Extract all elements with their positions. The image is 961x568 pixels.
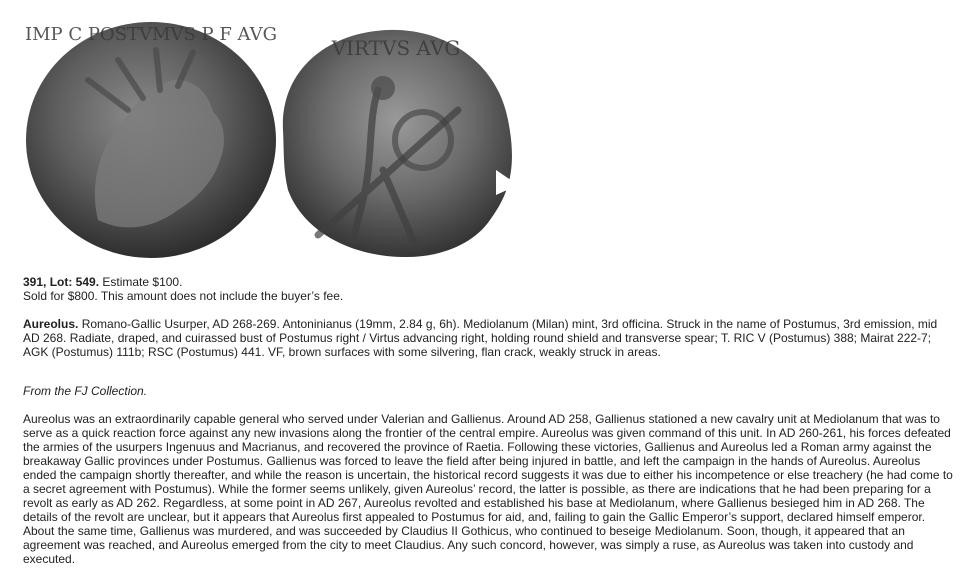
lot-number: 391, Lot: 549. [23, 275, 100, 289]
lot-info [23, 275, 953, 289]
history-paragraph: Aureolus was an extraordinarily capable general who served under Valerian and Gallienus. Around AD 258, Gallienus stationed a new cavalry unit at Mediolanum that was to serve as a quick reaction force against any new invasions along the frontier of the central empire. Aureolus was given command of this unit. In AD 260-261, his forces defeated the armies of the usurpers Ingenuus and Macrianus, and recovered the province of Raetia. Following these victories, Gallienus and Aureolus led a Roman army against the breakaway Gallic provinces under Postumus. Gallienus was forced to leave the field after being injured in battle, and left the campaign in the hands of Aureolus. Aureolus ended the campaign shortly thereafter, and while the reason is uncertain, the historical record suggests it was due to either his incompetence or else treachery (he had come to a secret agreement with Postumus). While the former seems unlikely, given Aureolus’ record, the latter is possible, as there are indications that he had been preparing for a revolt as early as AD 262. Regardless, at some point in AD 267, Aureolus revolted and established his base at Mediolanum, where Gallienus besieged him in AD 268. The details of the revolt are unclear, but it appears that Aureolus first appealed to Postumus for aid, and, failing to gain the Gallic Emperor’s support, declared himself emperor. About the same time, Gallienus was murdered, and was succeeded by Claudius II Gothicus, who continued to beseige Mediolanum. Soon, though, it appeared that an agreement was reached, and Aureolus emerged from the city to meet Claudius. Any such concord, however, was simply a ruse, as Aureolus was taken into custody and executed. [23, 412, 953, 566]
obverse-coin [25, 22, 277, 258]
obverse-legend: IMP C POSTVMVS P F AVG [24, 24, 278, 45]
reverse-coin [283, 30, 518, 257]
description-title: Aureolus. [23, 317, 79, 331]
lot-estimate: Estimate $100. [102, 275, 183, 289]
reverse-legend: VIRTVS AVG [331, 36, 461, 60]
coin-photo [18, 20, 526, 265]
collection-note: From the FJ Collection. [23, 384, 148, 398]
sold-price: Sold for $800. This amount does not include the buyer’s fee. [23, 289, 344, 303]
lot-description [23, 317, 953, 359]
description-text: Romano-Gallic Usurper, AD 268-269. Antoninianus (19mm, 2.84 g, 6h). Mediolanum (Milan) mint, 3rd officina. Struck in the name of Postumus, 3rd emission, mid AD 268. Radiate, draped, and cuirassed bust of Postumus right / Virtus advancing right, holding round shield and transverse spear; T. RIC V (Postumus) 388; Mairat 222-7; AGK (Postumus) 111b; RSC (Postumus) 441. VF, brown surfaces with some silvering, flan crack, weakly struck in areas. [23, 317, 938, 359]
